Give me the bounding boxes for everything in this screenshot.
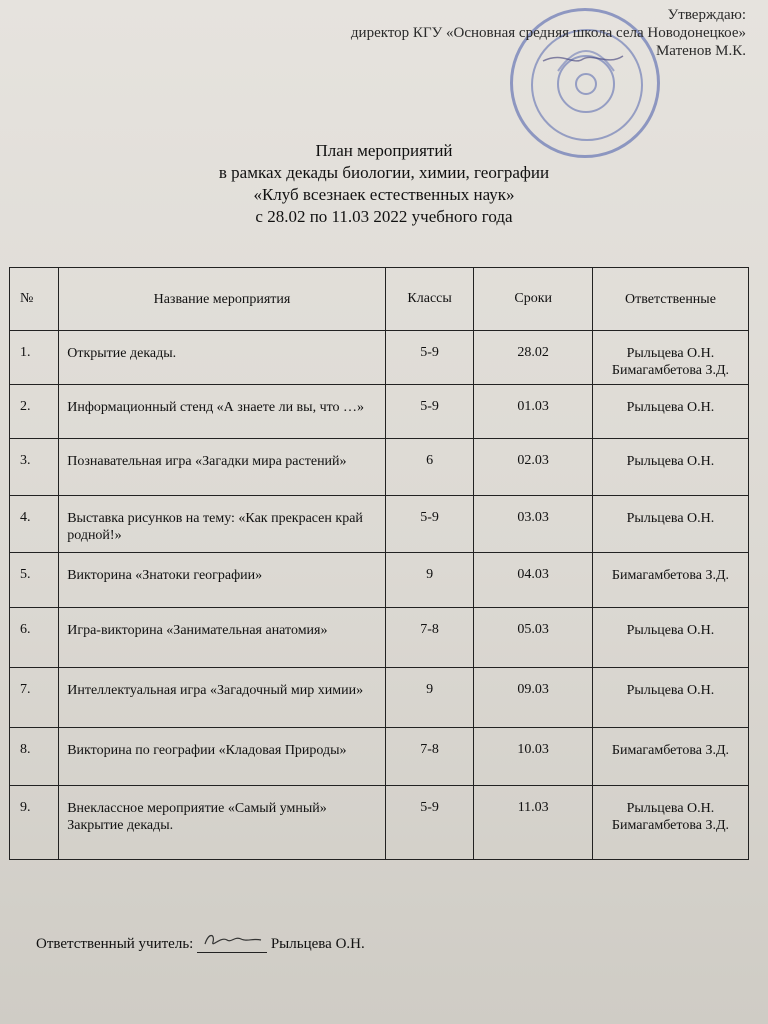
row-num: 8. [10, 728, 59, 786]
approval-director: директор КГУ «Основная средняя школа села Новодонецкое» [350, 25, 746, 41]
row-name: Информационный стенд «А знаете ли вы, что …» [59, 385, 386, 439]
events-table [9, 267, 749, 860]
handwritten-signature-icon [201, 930, 265, 950]
table-row [10, 608, 749, 668]
row-date: 10.03 [474, 728, 593, 786]
signature-line [197, 934, 267, 953]
table-header-row [10, 268, 749, 331]
row-responsible: Рыльцева О.Н. [592, 668, 748, 728]
row-responsible: Рыльцева О.Н. Бимагамбетова З.Д. [592, 331, 748, 385]
footer-signature [36, 934, 365, 953]
header-classes: Классы [385, 268, 474, 331]
row-responsible: Рыльцева О.Н. [592, 439, 748, 496]
row-name: Познавательная игра «Загадки мира растений» [59, 439, 386, 496]
table-row [10, 668, 749, 728]
row-name: Внеклассное мероприятие «Самый умный» Закрытие декады. [59, 786, 386, 860]
row-classes: 5-9 [385, 385, 474, 439]
row-responsible: Рыльцева О.Н. [592, 608, 748, 668]
row-date: 05.03 [474, 608, 593, 668]
row-date: 28.02 [474, 331, 593, 385]
table-row [10, 496, 749, 553]
table-row [10, 331, 749, 385]
title-line-4: с 28.02 по 11.03 2022 учебного года [255, 207, 513, 226]
row-date: 09.03 [474, 668, 593, 728]
row-date: 02.03 [474, 439, 593, 496]
row-num: 6. [10, 608, 59, 668]
row-num: 7. [10, 668, 59, 728]
table-row [10, 786, 749, 860]
row-classes: 9 [385, 668, 474, 728]
table-row [10, 728, 749, 786]
row-date: 11.03 [474, 786, 593, 860]
approval-label: Утверждаю: [667, 7, 746, 23]
header-date: Сроки [474, 268, 593, 331]
header-num: № [10, 268, 59, 331]
row-num: 4. [10, 496, 59, 553]
row-date: 01.03 [474, 385, 593, 439]
row-date: 03.03 [474, 496, 593, 553]
row-classes: 5-9 [385, 496, 474, 553]
row-num: 1. [10, 331, 59, 385]
row-date: 04.03 [474, 553, 593, 608]
row-name: Открытие декады. [59, 331, 386, 385]
row-name: Викторина «Знатоки географии» [59, 553, 386, 608]
row-name: Игра-викторина «Занимательная анатомия» [59, 608, 386, 668]
row-num: 9. [10, 786, 59, 860]
row-responsible: Рыльцева О.Н. Бимагамбетова З.Д. [592, 786, 748, 860]
row-classes: 5-9 [385, 786, 474, 860]
approval-block [351, 6, 746, 60]
approval-name: Матенов М.К. [655, 43, 746, 59]
title-line-1: План мероприятий [315, 141, 453, 160]
header-name: Название мероприятия [59, 268, 386, 331]
title-line-3: «Клуб всезнаек естественных наук» [253, 185, 515, 204]
footer-teacher-name: Рыльцева О.Н. [270, 936, 365, 952]
table-row [10, 385, 749, 439]
document-title [0, 140, 768, 228]
row-num: 2. [10, 385, 59, 439]
row-name: Викторина по географии «Кладовая Природы» [59, 728, 386, 786]
row-classes: 9 [385, 553, 474, 608]
row-responsible: Бимагамбетова З.Д. [592, 728, 748, 786]
row-num: 5. [10, 553, 59, 608]
row-responsible: Рыльцева О.Н. [592, 496, 748, 553]
row-responsible: Бимагамбетова З.Д. [592, 553, 748, 608]
table-row [10, 439, 749, 496]
title-line-2: в рамках декады биологии, химии, географии [218, 163, 550, 182]
header-responsible: Ответственные [592, 268, 748, 331]
row-responsible: Рыльцева О.Н. [592, 385, 748, 439]
row-num: 3. [10, 439, 59, 496]
row-classes: 7-8 [385, 728, 474, 786]
row-name: Интеллектуальная игра «Загадочный мир химии» [59, 668, 386, 728]
row-classes: 7-8 [385, 608, 474, 668]
row-classes: 6 [385, 439, 474, 496]
table-row [10, 553, 749, 608]
footer-label: Ответственный учитель: [36, 936, 194, 952]
row-classes: 5-9 [385, 331, 474, 385]
row-name: Выставка рисунков на тему: «Как прекрасен край родной!» [59, 496, 386, 553]
